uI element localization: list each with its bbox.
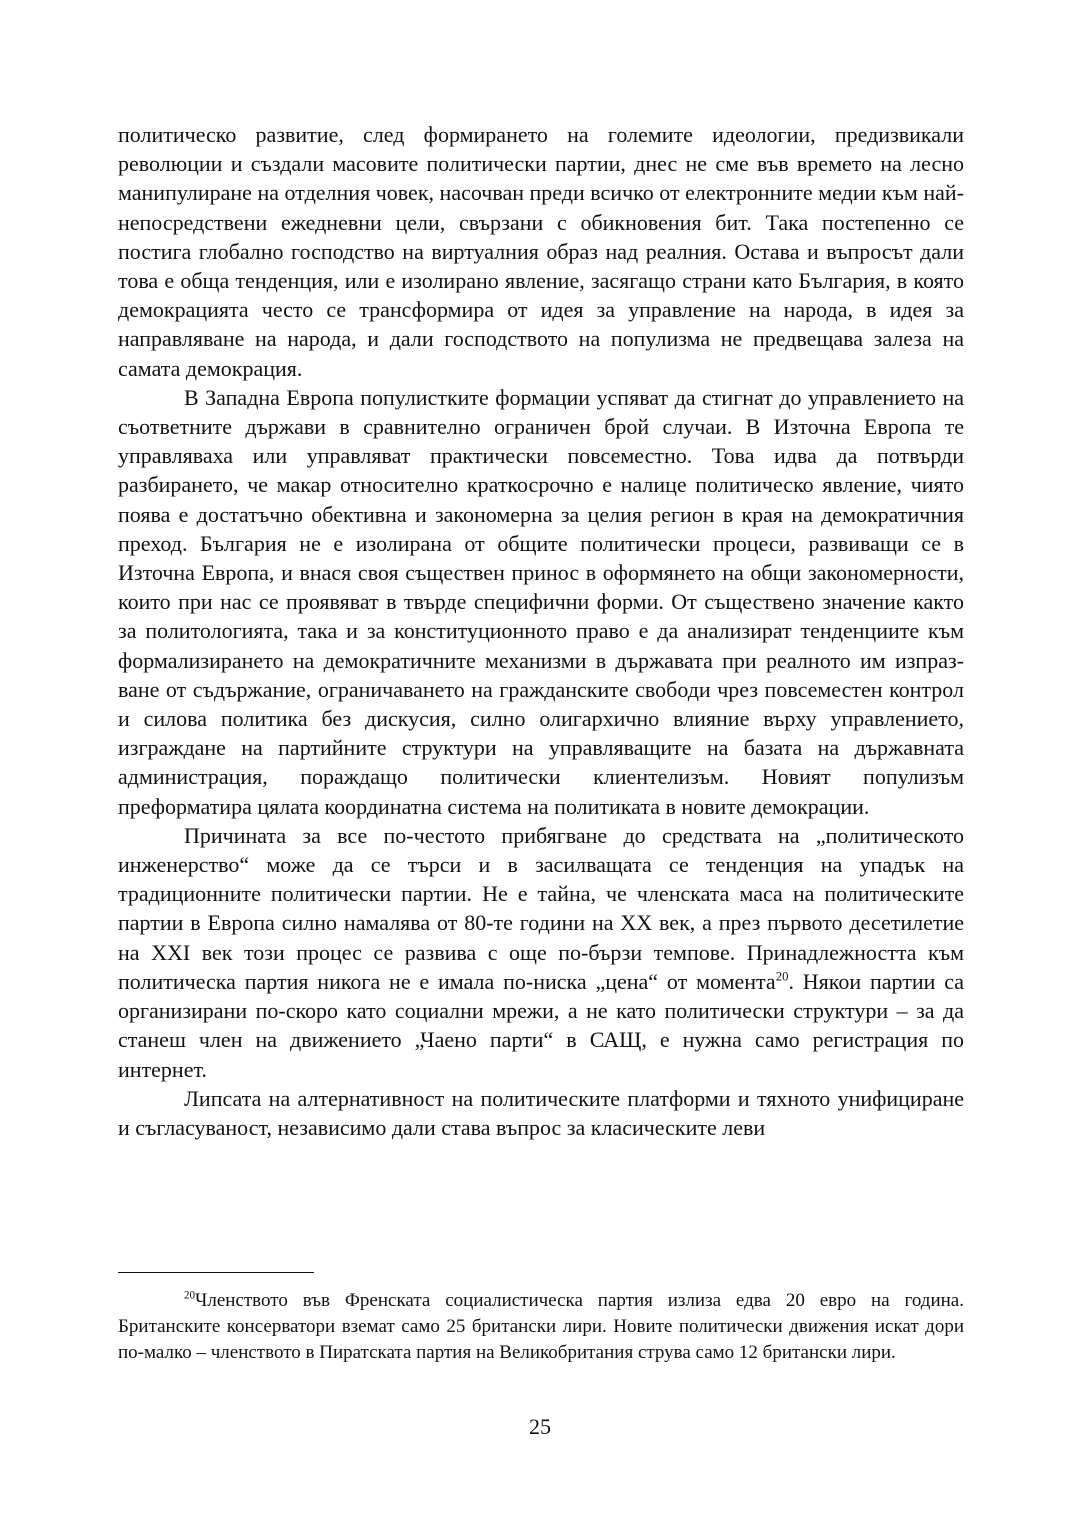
footnote-separator [118, 1272, 314, 1273]
paragraph-3 [118, 821, 964, 1084]
footnote-number: 20 [184, 1289, 196, 1302]
paragraph-3-text-before: Причината за все по-честото прибягване до средствата на „политическото инженерство“ може да се търси и в засилващата се тенденция на упадък на традиционните политически партии. Не е тайна, че членската маса на политическите партии в Европа силно намалява от 80-те години на XX век, а през първото десетилетие на XXI век този процес се развива с още по-бързи темпове. Принадлежността към политическа партия никога не е имала по-ниска „цена“ от момента [118, 822, 964, 994]
footnote-reference: 20 [775, 969, 789, 984]
paragraph-1: политическо развитие, след формирането на големите идеологии, предизвикали революции и създали масовите политически партии, днес не сме във времето на лесно манипулиране на отделния човек, насочван преди всичко от електронните медии към най-непосредствени ежедневни цели, свързани с обикновения бит. Така постепенно се постига глобално господство на виртуалния образ над реалния. Остава и въпросът дали това е обща тенденция, или е изолирано явление, засягащо страни като България, в която демокрацията често се трансформира от идея за управление на народа, в идея за направляване на народа, и дали господството на популизма не предвещава залеза на самата демокрация. [118, 122, 964, 381]
footnote [118, 1288, 964, 1366]
paragraph-2: В Западна Европа популистките формации успяват да стигнат до управлението на съответните държави в сравнително ограничен брой случаи. В Източна Европа те управляваха или управляват практически повсеместно. Това идва да потвърди разбирането, че макар относително краткосрочно е налице политическо явление, чиято поява е достатъчно обективна и закономерна за целия регион в края на демократичния преход. България не е изолирана от общите политически процеси, развиващи се в Източна Европа, и внася своя съществен принос в оформянето на общи закономерности, които при нас се проявяват в твърде специфични форми. От съществено значение както за политологията, така и за конституционното право е да анализират тенденциите към формализирането на демократичните механизми в държавата при реалното им изпразване от съдържание, ограничаването на гражданските свободи чрез повсеместен контрол и силова политика без дискусия, силно олигархично влияние върху управлението, изграждане на партийните структури на управляващите на базата на държавната администрация, пораждащо политически клиентелизъм. Новият популизъм преформатира цялата координатна система на политиката в новите демокрации. [118, 384, 964, 819]
paragraph-3-text-after: . Някои партии са организирани по-скоро като социални мрежи, а не като политически структури – за да станеш член на движението „Чаено парти“ в САЩ, е нужна само регистрация по интернет. [118, 968, 965, 1082]
footnote-text: Членството във Френската социалистическа партия излиза едва 20 евро на година. Британските консерватори вземат само 25 британски лири. Новите политически движения искат дори по-малко – членството в Пиратската партия на Великобритания струва само 12 британски лири. [118, 1290, 964, 1363]
page-body [118, 120, 964, 1142]
page-number: 25 [529, 1414, 551, 1439]
paragraph-4: Липсата на алтернативност на политическите платформи и тяхното унифициране и съгласуваност, независимо дали става въпрос за класическите леви [118, 1085, 964, 1140]
